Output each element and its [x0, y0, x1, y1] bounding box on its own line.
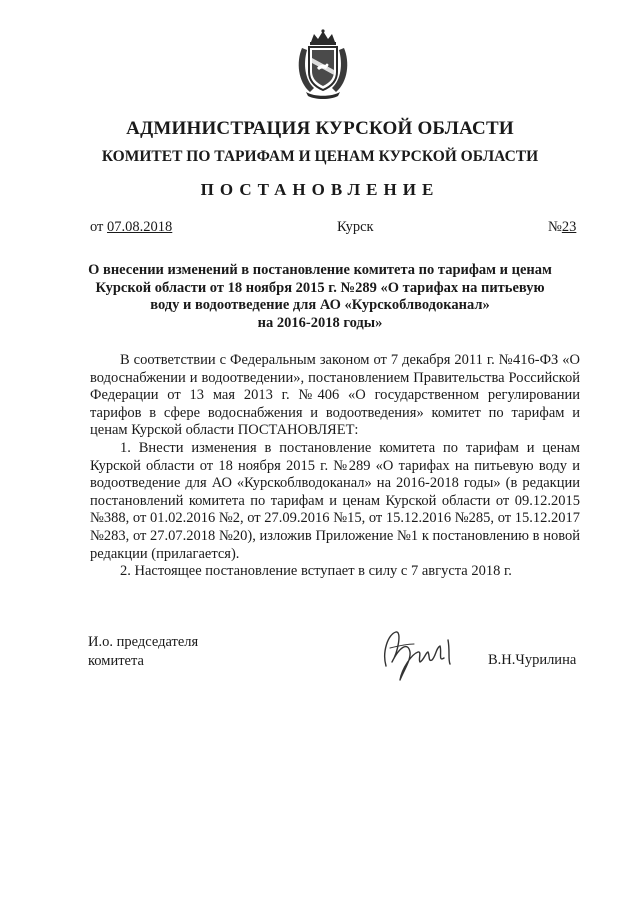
- document-subject: [70, 262, 570, 332]
- document-number: [548, 219, 576, 236]
- subject-line: на 2016-2018 годы»: [257, 314, 383, 331]
- item-2-paragraph: 2. Настоящее постановление вступает в силу с 7 августа 2018 г.: [120, 563, 512, 580]
- subject-line: воду и водоотведение для АО «Курскоблводоканал»: [150, 297, 490, 313]
- number-value: 23: [561, 219, 577, 235]
- committee-heading: КОМИТЕТ ПО ТАРИФАМ И ЦЕНАМ КУРСКОЙ ОБЛАСТИ: [101, 148, 539, 165]
- date-prefix: от: [90, 219, 104, 235]
- item-1-paragraph: 1. Внести изменения в постановление комитета по тарифам и ценам Курской области от 18 ноября 2015 г. №289 «О тарифах на питьевую воду и водоотведение для АО «Курскоблводоканал» на 2016-2018 годы» (в редакции постановлений комитета по тарифам и ценам Курской области от 09.12.2015 №388, от 01.02.2016 №2, от 27.09.2016 №15, от 15.12.2016 №285, от 15.12.2017 №283, от 27.07.2018 №20), изложив Приложение №1 к постановлению в новой редакции (прилагается).: [90, 439, 580, 562]
- document-city: Курск: [337, 219, 374, 235]
- document-type-heading: ПОСТАНОВЛЕНИЕ: [200, 180, 440, 199]
- date-value: 07.08.2018: [107, 219, 173, 235]
- signatory-name: В.Н.Чурилина: [488, 652, 577, 668]
- handwritten-signature-icon: [378, 622, 468, 684]
- coat-of-arms-icon: [294, 28, 352, 100]
- administration-heading: АДМИНИСТРАЦИЯ КУРСКОЙ ОБЛАСТИ: [126, 118, 514, 139]
- signatory-title-line-1: И.о. председателя: [88, 634, 199, 650]
- subject-line: О внесении изменений в постановление комитета по тарифам и ценам: [88, 262, 552, 278]
- document-date: [90, 219, 172, 236]
- signatory-title: [88, 633, 198, 671]
- document-body: [90, 352, 580, 581]
- signatory-title-line-2: комитета: [88, 653, 144, 669]
- number-prefix: №: [548, 219, 562, 235]
- subject-line: Курской области от 18 ноября 2015 г. №289 «О тарифах на питьевую: [95, 279, 545, 296]
- preamble-paragraph: В соответствии с Федеральным законом от 7 декабря 2011 г. №416-ФЗ «О водоснабжении и водоотведении», постановлением Правительства Российской Федерации от 13 мая 2013 г. №406 «О государственном регулировании тарифов в сфере водоснабжения и водоотведения» комитет по тарифам и ценам Курской области ПОСТАНОВЛЯЕТ:: [90, 352, 580, 439]
